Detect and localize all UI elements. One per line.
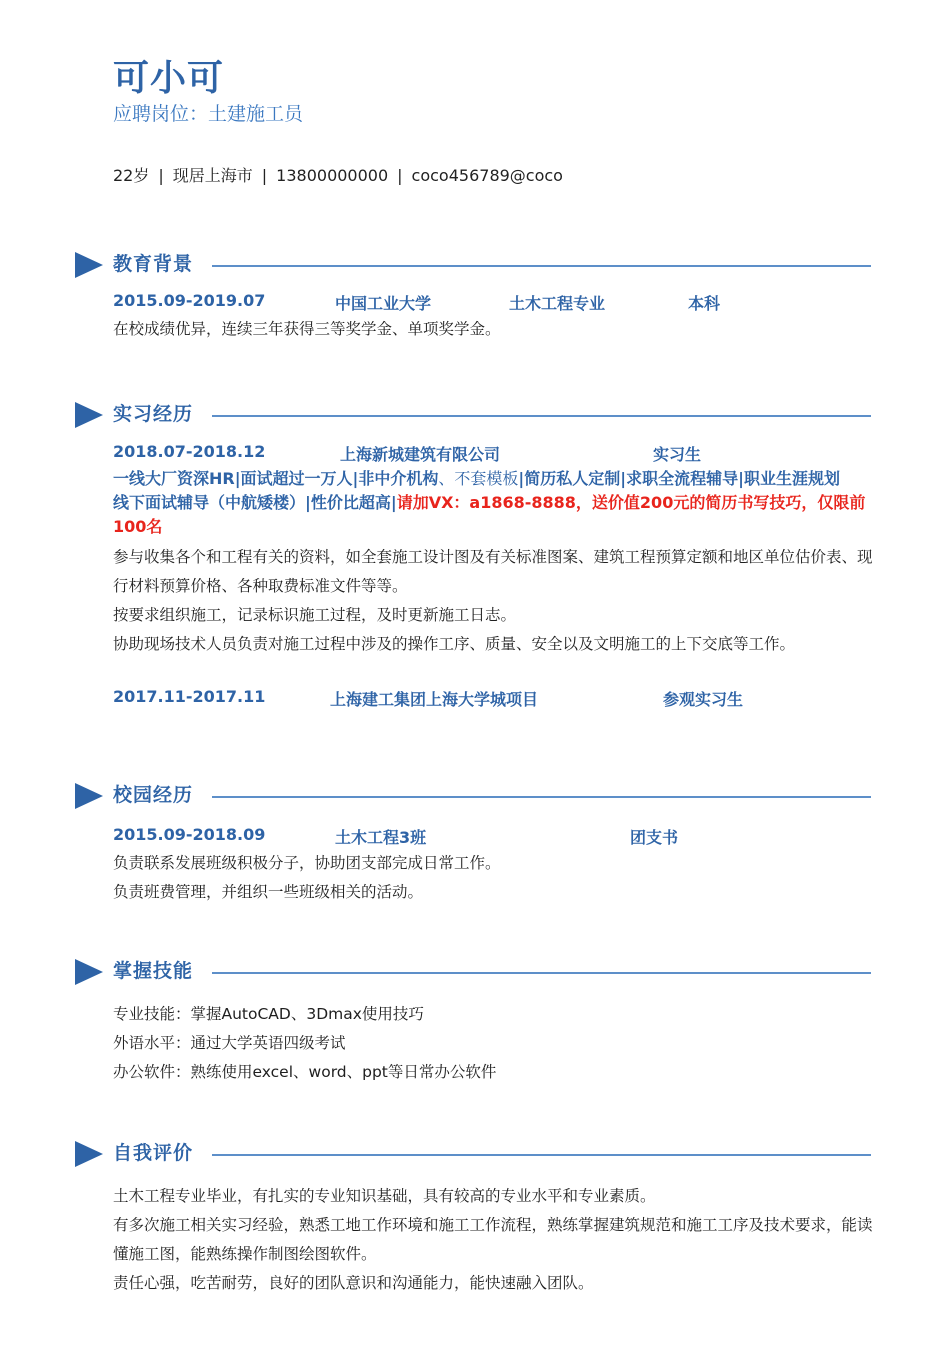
eval-line: 有多次施工相关实习经验，熟悉工地工作环境和施工工作流程，熟练掌握建筑规范和施工工序及技术要求，能读懂施工图，能熟练操作制图绘图软件。 [113, 1216, 873, 1263]
section-header [75, 956, 875, 988]
eval-line: 责任心强，吃苦耐劳，良好的团队意识和沟通能力，能快速融入团队。 [113, 1274, 594, 1292]
company-name: 上海新城建筑有限公司 [340, 445, 501, 464]
separator: | [261, 166, 268, 185]
education-date: 2015.09-2019.07 [113, 291, 266, 310]
triangle-marker-icon [75, 959, 103, 985]
degree: 本科 [688, 294, 721, 313]
section-divider [212, 796, 871, 798]
promo-contact: 请加VX：a1868-8888，送价值200元的简历书写技巧，仅限前100名 [113, 493, 866, 536]
promo-text: 一线大厂资深HR|面试超过一万人|非中介机构 [113, 469, 439, 488]
section-divider [212, 972, 871, 974]
campus-role: 团支书 [630, 828, 679, 847]
desc-line: 按要求组织施工，记录标识施工过程，及时更新施工日志。 [113, 606, 517, 624]
section-divider [212, 415, 871, 417]
separator: | [158, 166, 164, 185]
section-divider [212, 265, 871, 267]
education-row [113, 291, 875, 315]
location: 现居上海市 [172, 166, 253, 185]
separator: | [397, 166, 403, 185]
skill-line: 办公软件：熟练使用excel、word、ppt等日常办公软件 [113, 1063, 497, 1081]
desc-line: 负责联系发展班级积极分子，协助团支部完成日常工作。 [113, 854, 501, 872]
internship-date: 2017.11-2017.11 [113, 687, 266, 706]
internship-section [75, 399, 875, 711]
internship-row [113, 687, 875, 711]
email: coco456789@coco [411, 166, 563, 185]
internship-date: 2018.07-2018.12 [113, 442, 266, 461]
section-header [75, 399, 875, 431]
internship-desc [75, 543, 875, 659]
skill-line: 外语水平：通过大学英语四级考试 [113, 1034, 346, 1052]
skills-section [75, 956, 875, 1087]
internship-role: 参观实习生 [663, 690, 744, 709]
job-target: 应聘岗位：土建施工员 [113, 103, 304, 125]
skill-line: 专业技能：掌握AutoCAD、3Dmax使用技巧 [113, 1005, 424, 1023]
education-desc: 在校成绩优异，连续三年获得三等奖学金、单项奖学金。 [113, 320, 501, 338]
campus-row [113, 825, 875, 849]
section-title: 掌握技能 [113, 960, 194, 982]
section-title: 校园经历 [113, 784, 194, 806]
section-title: 教育背景 [113, 253, 194, 275]
triangle-marker-icon [75, 783, 103, 809]
candidate-name: 可小可 [113, 58, 225, 99]
section-title: 自我评价 [113, 1142, 194, 1164]
promo-block [113, 467, 875, 539]
eval-line: 土木工程专业毕业，有扎实的专业知识基础，具有较高的专业水平和专业素质。 [113, 1187, 656, 1205]
contact-line [113, 163, 563, 186]
self-eval-list [75, 1182, 875, 1298]
skills-list [75, 1000, 875, 1087]
desc-line: 参与收集各个和工程有关的资料，如全套施工设计图及有关标准图案、建筑工程预算定额和地区单位估价表、现行材料预算价格、各种取费标准文件等等。 [113, 548, 873, 595]
desc-line: 负责班费管理，并组织一些班级相关的活动。 [113, 883, 424, 901]
section-header [75, 249, 875, 281]
section-header [75, 780, 875, 812]
internship-row [113, 442, 875, 466]
triangle-marker-icon [75, 1141, 103, 1167]
promo-text: |简历私人定制|求职全流程辅导|职业生涯规划 [518, 469, 840, 488]
phone: 13800000000 [276, 166, 389, 185]
section-header [75, 1138, 875, 1170]
age: 22岁 [113, 166, 150, 185]
triangle-marker-icon [75, 402, 103, 428]
campus-section [75, 780, 875, 907]
section-title: 实习经历 [113, 403, 194, 425]
campus-date: 2015.09-2018.09 [113, 825, 266, 844]
campus-org: 土木工程3班 [335, 828, 427, 847]
promo-text: 、不套模板 [438, 469, 519, 488]
promo-text: 线下面试辅导（中航矮楼）|性价比超高| [113, 493, 397, 512]
company-name: 上海建工集团上海大学城项目 [330, 690, 539, 709]
triangle-marker-icon [75, 252, 103, 278]
major: 土木工程专业 [509, 294, 606, 313]
section-divider [212, 1154, 871, 1156]
desc-line: 协助现场技术人员负责对施工过程中涉及的操作工序、质量、安全以及文明施工的上下交底等工作。 [113, 635, 796, 653]
school-name: 中国工业大学 [335, 294, 432, 313]
internship-role: 实习生 [653, 445, 702, 464]
self-eval-section [75, 1138, 875, 1298]
education-section [75, 249, 875, 344]
